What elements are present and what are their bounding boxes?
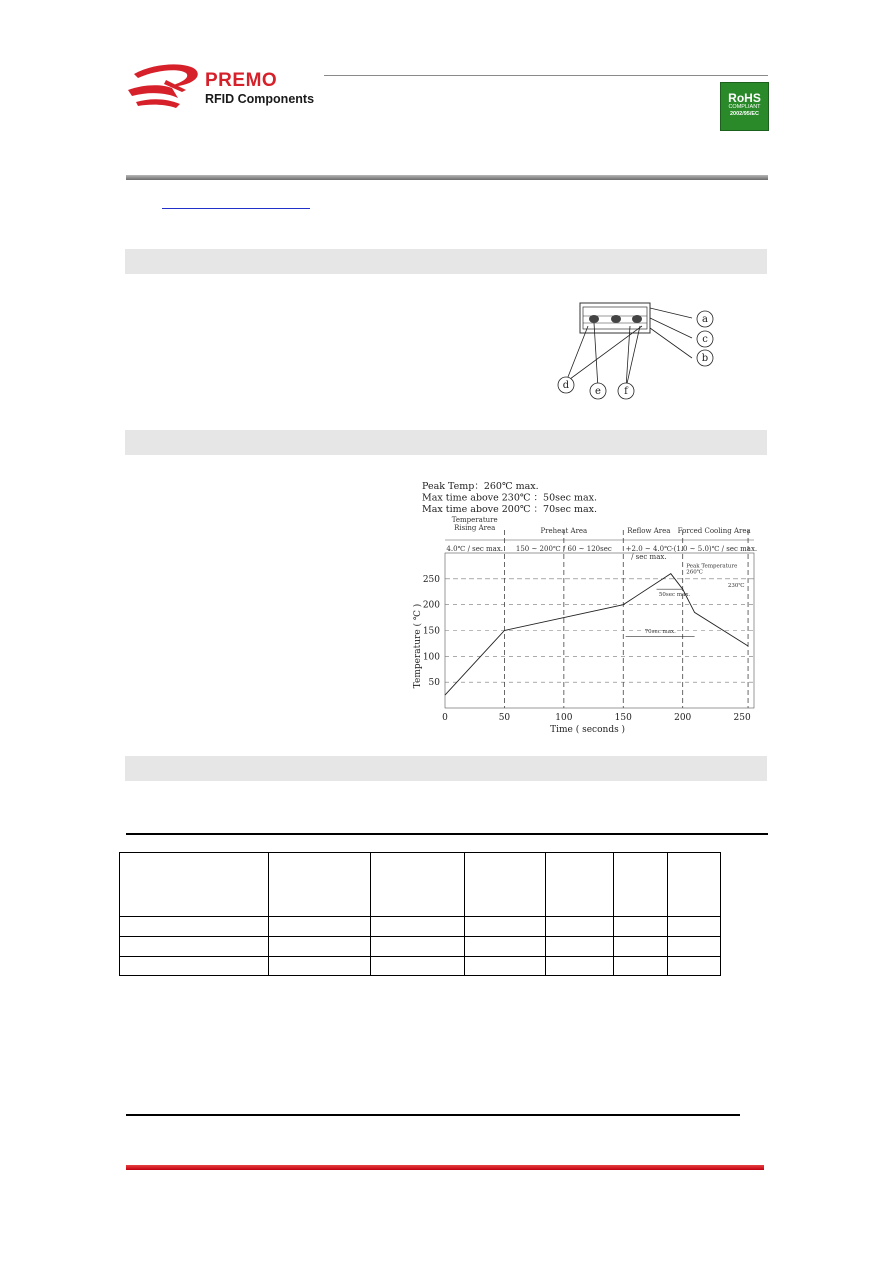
title-divider [126, 175, 768, 180]
table-cell [465, 853, 546, 917]
table-cell [269, 853, 371, 917]
table-row [120, 853, 721, 917]
table-cell [371, 957, 465, 976]
section-bar-reflow [125, 430, 767, 455]
rohs-title: RoHS [728, 91, 761, 105]
table-cell [546, 853, 614, 917]
y-tick-label: 100 [422, 652, 440, 663]
table-cell [668, 853, 721, 917]
table-row [120, 937, 721, 957]
table-cell [120, 853, 269, 917]
footer-red-rule [126, 1165, 764, 1170]
callout-label-b: b [701, 353, 709, 364]
zone-rate: 150 ~ 200℃ / 60 ~ 120sec [515, 545, 612, 553]
table-cell [120, 957, 269, 976]
table-cell [269, 917, 371, 937]
zone-rate: -(1.0 ~ 5.0)℃ / sec max. [671, 545, 758, 553]
x-tick-label: 100 [555, 713, 573, 723]
y-tick-label: 200 [422, 600, 440, 611]
structure-diagram [552, 296, 720, 402]
annotation-230: 230℃ [727, 583, 745, 590]
annotation-peak: Peak Temperature [686, 563, 738, 570]
table-cell [614, 937, 668, 957]
table-cell [546, 937, 614, 957]
zone-rate: / sec max. [631, 553, 667, 561]
profile-line [445, 574, 748, 695]
table-cell [465, 957, 546, 976]
table-cell [668, 957, 721, 976]
brand-name: PREMO [205, 70, 278, 91]
y-tick-label: 250 [422, 574, 440, 585]
callout-label-a: a [702, 314, 708, 325]
rohs-badge [720, 82, 769, 131]
zone-name: Rising Area [454, 524, 496, 532]
header-rule [324, 75, 768, 76]
callout-label-f: f [624, 386, 628, 397]
table-bottom-rule [126, 1114, 740, 1116]
hyperlink-underline[interactable] [162, 208, 310, 209]
brand-tagline: RFID Components [205, 92, 315, 106]
table-cell [371, 853, 465, 917]
callout-label-c: c [702, 334, 708, 345]
annotation-peak: 260℃ [686, 569, 703, 576]
zone-name: Temperature [451, 516, 498, 524]
profile-note: Peak Temp：260℃ max. [422, 481, 539, 492]
section-bar-structure [125, 249, 767, 274]
table-cell [120, 937, 269, 957]
table-cell [614, 917, 668, 937]
table-row [120, 917, 721, 937]
table-cell [120, 917, 269, 937]
profile-note: Max time above 200℃ ：70sec max. [422, 504, 598, 515]
table-row [120, 957, 721, 976]
x-tick-label: 250 [733, 713, 751, 723]
y-tick-label: 150 [422, 626, 440, 637]
annotation-70s: 70sec max. [644, 629, 676, 636]
table-cell [546, 917, 614, 937]
x-axis-label: Time ( seconds ) [550, 725, 626, 735]
table-cell [371, 917, 465, 937]
callout-label-d: d [562, 380, 570, 391]
zone-rate: +2.0 ~ 4.0℃ [625, 545, 672, 553]
y-axis-label: Temperature ( ℃ ) [413, 603, 423, 689]
y-tick-label: 50 [428, 678, 440, 689]
rohs-compliant: COMPLIANT [728, 104, 761, 110]
table-cell [546, 957, 614, 976]
zone-rate: 4.0℃ / sec max. [446, 545, 504, 553]
spec-table [119, 852, 721, 976]
table-cell [614, 853, 668, 917]
table-top-rule [126, 833, 768, 835]
reflow-profile-chart [408, 478, 764, 736]
x-tick-label: 200 [674, 713, 692, 723]
x-tick-label: 50 [498, 713, 511, 723]
table-cell [614, 957, 668, 976]
zone-name: Reflow Area [627, 527, 671, 535]
callout-label-e: e [595, 386, 601, 397]
annotation-50s: 50sec max. [658, 592, 691, 599]
profile-note: Max time above 230℃ ：50sec max. [422, 492, 598, 504]
table-cell [269, 937, 371, 957]
zone-name: Forced Cooling Area [677, 527, 751, 535]
x-tick-label: 0 [442, 713, 448, 723]
rohs-directive: 2002/95/EC [729, 111, 760, 117]
table-cell [465, 937, 546, 957]
zone-name: Preheat Area [540, 527, 588, 535]
section-bar-specs [125, 756, 767, 781]
table-cell [269, 957, 371, 976]
x-tick-label: 150 [614, 713, 632, 723]
table-cell [668, 937, 721, 957]
table-cell [465, 917, 546, 937]
table-cell [371, 937, 465, 957]
table-cell [668, 917, 721, 937]
